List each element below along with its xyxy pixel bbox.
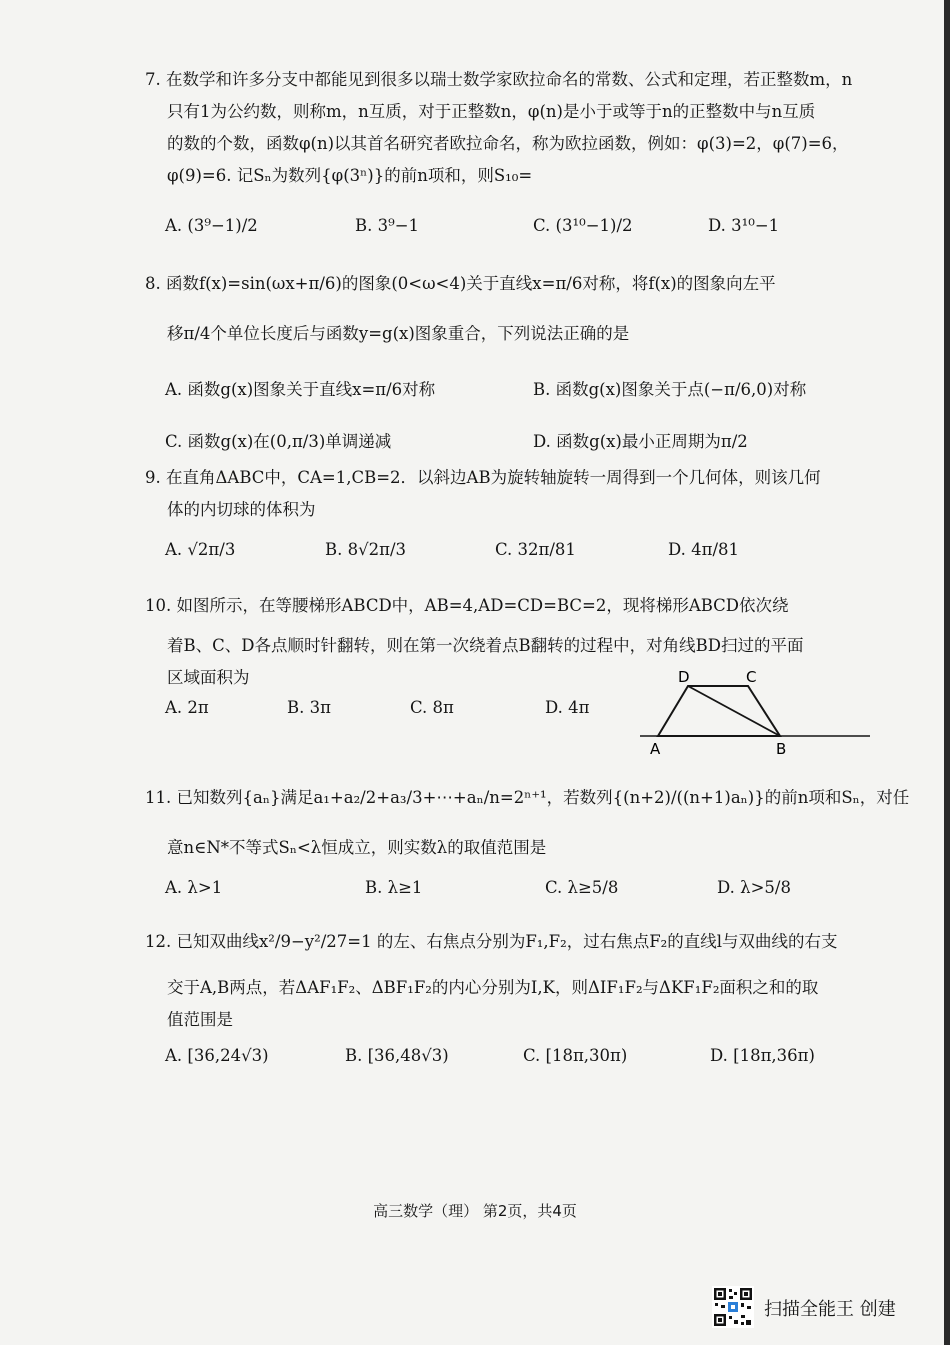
q10-option-c: C. 8π — [410, 698, 454, 717]
q10-option-d: D. 4π — [545, 698, 590, 717]
q7-option-b: B. 3⁹−1 — [355, 216, 420, 235]
scan-edge-shadow — [944, 0, 950, 1345]
q10-option-b: B. 3π — [287, 698, 331, 717]
q9-line-1: 9. 在直角ΔABC中，CA=1,CB=2．以斜边AB为旋转轴旋转一周得到一个几何体，则该几何 — [145, 468, 821, 487]
q7-line-2: 只有1为公约数，则称m，n互质，对于正整数n，φ(n)是小于或等于n的正整数中与n互质 — [167, 102, 816, 121]
q10-line-3: 区域面积为 — [167, 668, 250, 687]
q8-option-d: D. 函数g(x)最小正周期为π/2 — [533, 432, 748, 451]
q11-option-c: C. λ≥5/8 — [545, 878, 619, 897]
trapezoid-abcd — [658, 686, 780, 736]
label-b: B — [776, 740, 787, 758]
q11-option-b: B. λ≥1 — [365, 878, 423, 897]
label-c: C — [746, 668, 757, 686]
q11-line-1: 11. 已知数列{aₙ}满足a₁+a₂/2+a₃/3+⋯+aₙ/n=2ⁿ⁺¹，若数列{(n+2)/((n+1)aₙ)}的前n项和Sₙ，对任 — [145, 788, 910, 807]
question-7 — [145, 64, 890, 192]
question-12 — [145, 926, 890, 1036]
diagonal-bd — [688, 686, 780, 736]
q10-option-a: A. 2π — [165, 698, 209, 717]
page-footer: 高三数学（理） 第2页，共4页 — [373, 1202, 577, 1220]
q9-option-b: B. 8√2π/3 — [325, 540, 407, 559]
q11-option-d: D. λ>5/8 — [717, 878, 791, 897]
question-11 — [145, 782, 910, 864]
q7-option-c: C. (3¹⁰−1)/2 — [533, 216, 633, 235]
q8-option-a: A. 函数g(x)图象关于直线x=π/6对称 — [165, 380, 436, 399]
question-9 — [145, 462, 890, 526]
q12-option-a: A. [36,24√3) — [165, 1046, 269, 1065]
q12-option-b: B. [36,48√3) — [345, 1046, 449, 1065]
q8-option-c: C. 函数g(x)在(0,π/3)单调递减 — [165, 432, 392, 451]
q12-line-3: 值范围是 — [167, 1010, 233, 1029]
q11-option-a: A. λ>1 — [165, 878, 223, 897]
q8-line-1: 8. 函数f(x)=sin(ωx+π/6)的图象(0<ω<4)关于直线x=π/6对称，将f(x)的图象向左平 — [145, 274, 776, 293]
q10-line-2: 着B、C、D各点顺时针翻转，则在第一次绕着点B翻转的过程中，对角线BD扫过的平面 — [167, 636, 804, 655]
label-d: D — [678, 668, 690, 686]
qr-code-icon — [712, 1286, 754, 1328]
q10-line-1: 10. 如图所示，在等腰梯形ABCD中，AB=4,AD=CD=BC=2，现将梯形ABCD依次绕 — [145, 596, 789, 615]
q8-option-b: B. 函数g(x)图象关于点(−π/6,0)对称 — [533, 380, 807, 399]
q7-line-3: 的数的个数，函数φ(n)以其首名研究者欧拉命名，称为欧拉函数，例如：φ(3)=2，φ(7)=6， — [167, 134, 849, 153]
q7-line-1: 7. 在数学和许多分支中都能见到很多以瑞士数学家欧拉命名的常数、公式和定理，若正整数m，n — [145, 70, 853, 89]
q9-option-d: D. 4π/81 — [668, 540, 740, 559]
q11-line-2: 意n∈N*不等式Sₙ<λ恒成立，则实数λ的取值范围是 — [167, 838, 547, 857]
watermark-text: 扫描全能王 创建 — [764, 1299, 896, 1320]
q9-option-c: C. 32π/81 — [495, 540, 576, 559]
q7-option-d: D. 3¹⁰−1 — [708, 216, 780, 235]
trapezoid-diagram — [640, 666, 880, 762]
q9-option-a: A. √2π/3 — [165, 540, 236, 559]
q12-option-c: C. [18π,30π) — [523, 1046, 628, 1065]
q12-line-1: 12. 已知双曲线x²/9−y²/27=1 的左、右焦点分别为F₁,F₂，过右焦点F₂的直线l与双曲线的右支 — [145, 932, 838, 951]
q9-line-2: 体的内切球的体积为 — [167, 500, 316, 519]
scanner-watermark — [712, 1286, 932, 1328]
q8-line-2: 移π/4个单位长度后与函数y=g(x)图象重合，下列说法正确的是 — [167, 324, 630, 343]
q7-line-4: φ(9)=6. 记Sₙ为数列{φ(3ⁿ)}的前n项和，则S₁₀= — [167, 166, 533, 185]
question-8 — [145, 268, 890, 350]
label-a: A — [650, 740, 661, 758]
q12-line-2: 交于A,B两点，若ΔAF₁F₂、ΔBF₁F₂的内心分别为I,K，则ΔIF₁F₂与ΔKF₁F₂面积之和的取 — [167, 978, 819, 997]
q12-option-d: D. [18π,36π) — [710, 1046, 815, 1065]
q7-option-a: A. (3⁹−1)/2 — [165, 216, 258, 235]
